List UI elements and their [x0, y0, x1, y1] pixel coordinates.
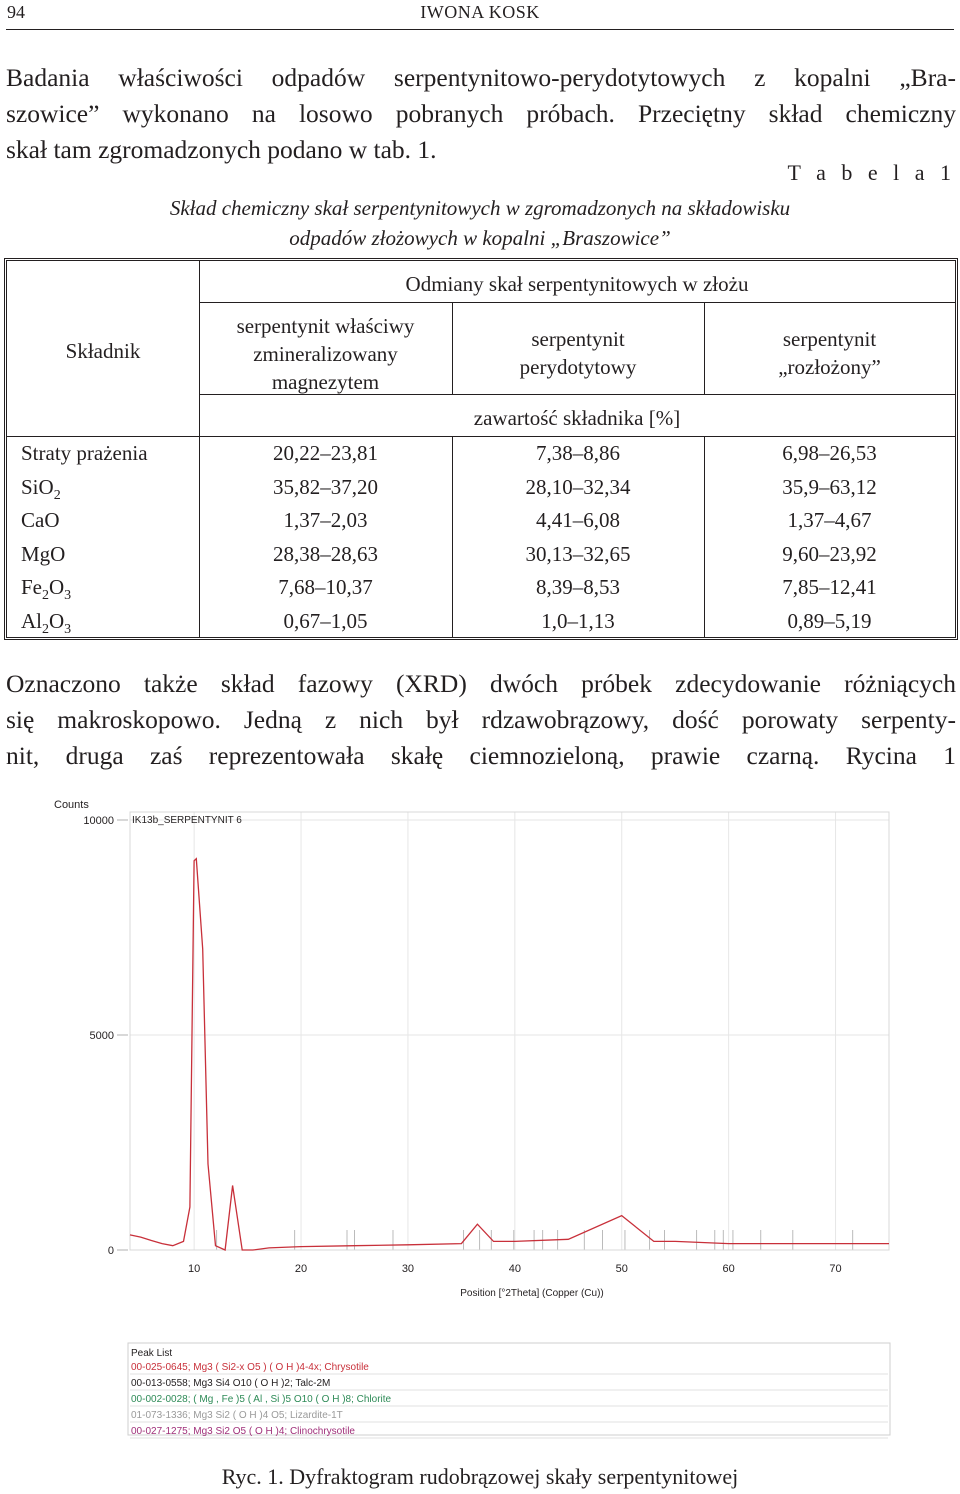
intro-line-1: Badania właściwości odpadów serpentynitowo-perydotytowych z kopalni „Bra- [6, 63, 956, 92]
intro-line-2: szowice” wykonano na losowo pobranych próbach. Przeciętny skład chemiczny [6, 99, 956, 128]
header-col-3 [704, 325, 955, 381]
y-axis-label: Counts [54, 799, 89, 811]
running-head-author: IWONA KOSK [420, 2, 540, 22]
row-label-main: Al [21, 608, 42, 633]
figure-caption: Ryc. 1. Dyfraktogram rudobrązowej skały serpentynitowej [221, 1464, 739, 1489]
peak-list-entry: 01-073-1336; Mg3 Si2 ( O H )4 O5; Lizardite-1T [131, 1410, 343, 1421]
header-col-1-line-1: serpentynit właściwy [236, 314, 415, 338]
header-group: Odmiany skał serpentynitowych w złożu [405, 272, 749, 296]
header-col-2 [452, 325, 704, 381]
row-label-post: O [49, 575, 65, 599]
table-cell: 1,0–1,13 [541, 608, 615, 633]
page-number: 94 [7, 2, 25, 22]
header-units: zawartość składnika [%] [473, 406, 681, 430]
header-col-2-line-2: perydotytowy [519, 355, 637, 379]
table-body-divider-3 [704, 436, 705, 637]
table-cell: 7,85–12,41 [782, 575, 877, 599]
header-skladnik: Składnik [65, 339, 141, 363]
table-group-rule [199, 302, 955, 303]
table-caption-line-1: Skład chemiczny skał serpentynitowych w zgromadzonych na składowisku [169, 196, 791, 220]
table-cell: 0,67–1,05 [283, 608, 368, 633]
row-label [21, 542, 65, 567]
y-tick-labels [83, 815, 128, 1257]
peak-list-box [128, 1343, 890, 1435]
table-cell: 4,41–6,08 [536, 508, 620, 532]
table-cell: 6,98–26,53 [782, 441, 877, 465]
x-tick-label: 40 [508, 1263, 521, 1275]
row-label-main: SiO [21, 474, 54, 499]
row-label-subscript: 2 [42, 588, 49, 604]
table-cell: 35,82–37,20 [273, 474, 378, 499]
row-label [21, 508, 60, 533]
table-header-rule [7, 436, 955, 437]
row-label-subscript: 2 [53, 487, 61, 503]
chart-gridlines [130, 812, 889, 1250]
table-cell: 1,37–4,67 [787, 508, 872, 532]
row-label-post: O [49, 608, 65, 633]
intro-paragraph [6, 60, 956, 168]
table-label: T a b e l a 1 [787, 160, 956, 185]
header-col-3-line-1: serpentynit [782, 327, 877, 351]
row-label-subscript: 2 [42, 621, 49, 637]
x-tick-label: 20 [294, 1263, 308, 1275]
header-col-3-line-2: „rozłożony” [778, 355, 881, 379]
running-head [0, 0, 960, 30]
x-tick-label: 50 [615, 1263, 628, 1275]
peak-list-entry: 00-027-1275; Mg3 Si2 O5 ( O H )4; Clinochrysotile [131, 1426, 355, 1437]
table-cell: 1,37–2,03 [283, 508, 368, 532]
table-cell: 7,68–10,37 [278, 575, 373, 599]
table-body-divider-2 [452, 436, 453, 637]
row-label [21, 475, 61, 504]
row-label [21, 609, 71, 638]
row-label-main: Straty prażenia [21, 441, 148, 465]
table-cell: 7,38–8,86 [536, 441, 620, 465]
x-tick-label: 10 [188, 1263, 201, 1275]
composition-table [4, 258, 958, 640]
table-caption [0, 193, 960, 253]
header-col-1 [199, 312, 452, 396]
row-label-main: MgO [21, 541, 66, 566]
plot-frame [130, 812, 889, 1250]
table-cell: 20,22–23,81 [273, 441, 378, 465]
table-cell: 9,60–23,92 [782, 541, 877, 566]
table-cell: 35,9–63,12 [782, 474, 877, 499]
table-cell: 8,39–8,53 [536, 575, 620, 599]
xrd-trace [130, 859, 889, 1250]
sample-label: IK13b_SERPENTYNIT 6 [132, 815, 242, 826]
header-col-1-line-2: zmineralizowany [253, 342, 398, 366]
table-cell: 0,89–5,19 [787, 608, 872, 633]
table-caption-line-2: odpadów złożowych w kopalni „Braszowice” [289, 226, 671, 250]
xrd-line-3: nit, druga zaś reprezentowała skałę ciemnozieloną, prawie czarną. Rycina 1 [6, 741, 956, 770]
x-tick-labels [188, 1263, 842, 1275]
row-label-main: Fe [21, 575, 42, 599]
table-cell: 28,10–32,34 [525, 474, 631, 499]
x-axis-label: Position [°2Theta] (Copper (Cu)) [460, 1288, 604, 1299]
xrd-line-1: Oznaczono także skład fazowy (XRD) dwóch próbek zdecydowanie różniących [6, 669, 956, 698]
row-label-main: CaO [21, 508, 60, 532]
y-tick-label: 0 [107, 1245, 114, 1257]
row-label-subscript: 3 [64, 621, 72, 637]
y-tick-label: 10000 [83, 815, 114, 827]
xrd-diffractogram [0, 790, 960, 1450]
peak-list-entry: 00-002-0028; ( Mg , Fe )5 ( Al , Si )5 O10 ( O H )8; Chlorite [131, 1394, 392, 1405]
table-body-divider-1 [199, 436, 200, 637]
row-label [21, 441, 148, 466]
table-cell: 30,13–32,65 [525, 541, 631, 566]
x-tick-label: 70 [829, 1263, 842, 1275]
header-col-2-line-1: serpentynit [531, 327, 625, 351]
header-col-1-line-3: magnezytem [271, 370, 380, 394]
row-label [21, 575, 71, 604]
peak-list-entry: 00-025-0645; Mg3 ( Si2-x O5 ) ( O H )4-4x; Chrysotile [131, 1362, 369, 1373]
xrd-paragraph [6, 666, 956, 774]
header-rule [6, 29, 954, 30]
xrd-line-2: się makroskopowo. Jedną z nich był rdzawobrązowy, dość porowaty serpenty- [6, 705, 956, 734]
peak-list-title: Peak List [131, 1348, 173, 1359]
peak-list-entry: 00-013-0558; Mg3 Si4 O10 ( O H )2; Talc-2M [131, 1378, 331, 1389]
y-tick-label: 5000 [89, 1030, 114, 1042]
x-tick-label: 30 [401, 1263, 415, 1275]
table-cell: 28,38–28,63 [273, 541, 378, 566]
x-tick-label: 60 [722, 1263, 735, 1275]
intro-line-3: skał tam zgromadzonych podano w tab. 1. [6, 135, 437, 164]
row-label-subscript: 3 [64, 588, 72, 604]
